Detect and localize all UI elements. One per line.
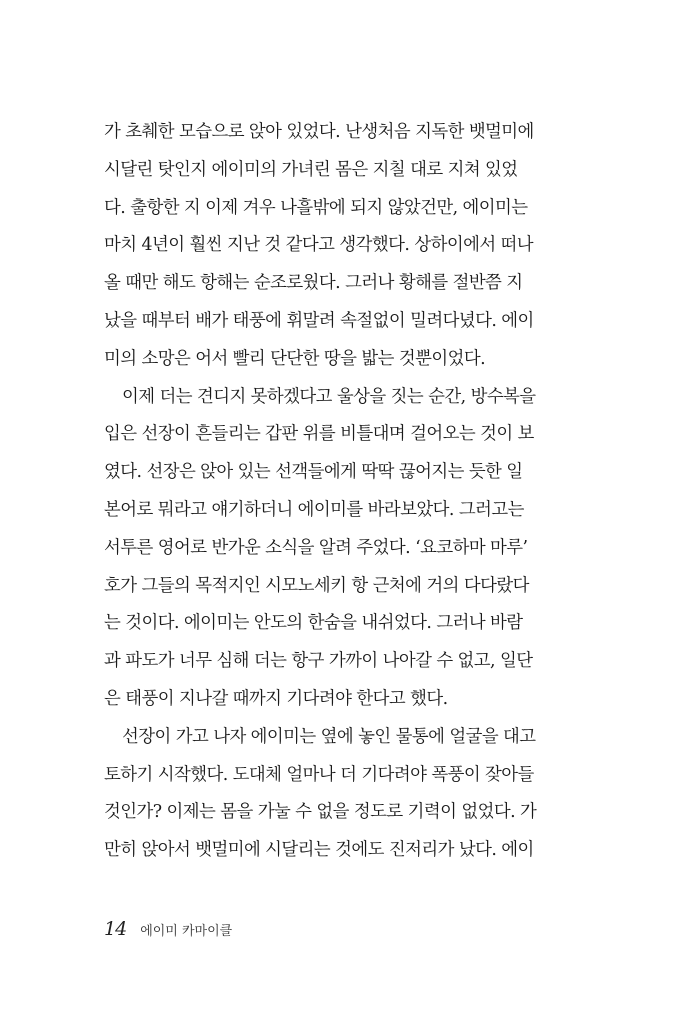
- text-line: 올 때만 해도 항해는 순조로웠다. 그러나 황해를 절반쯤 지: [104, 273, 523, 294]
- text-line: 입은 선장이 흔들리는 갑판 위를 비틀대며 걸어오는 것이 보: [104, 424, 534, 445]
- text-line: 토하기 시작했다. 도대체 얼마나 더 기다려야 폭풍이 잦아들: [104, 764, 534, 785]
- page-number: 14: [104, 918, 127, 940]
- running-title: 에이미 카마이클: [140, 924, 233, 939]
- text-line: 미의 소망은 어서 빨리 단단한 땅을 밟는 것뿐이었다.: [104, 348, 486, 369]
- text-line: 다. 출항한 지 이제 겨우 나흘밖에 되지 않았건만, 에이미는: [104, 197, 528, 218]
- text-line: 과 파도가 너무 심해 더는 항구 가까이 나아갈 수 없고, 일단: [104, 651, 533, 672]
- text-line: 가 초췌한 모습으로 앉아 있었다. 난생처음 지독한 뱃멀미에: [104, 122, 534, 142]
- text-line: 서투른 영어로 반가운 소식을 알려 주었다. ‘요코하마 마루’: [104, 537, 528, 558]
- text-line: 호가 그들의 목적지인 시모노세키 항 근처에 거의 다다랐다: [104, 575, 529, 596]
- text-line: 이제 더는 견디지 못하겠다고 울상을 짓는 순간, 방수복을: [122, 386, 536, 407]
- text-line: 만히 앉아서 뱃멀미에 시달리는 것에도 진저리가 났다. 에이: [104, 840, 534, 861]
- page-footer: [104, 918, 232, 948]
- text-line: 났을 때부터 배가 태풍에 휘말려 속절없이 밀려다녔다. 에이: [104, 310, 534, 331]
- body-text: [104, 114, 594, 870]
- text-line: 였다. 선장은 앉아 있는 선객들에게 딱딱 끊어지는 듯한 일: [104, 462, 523, 483]
- text-line: 은 태풍이 지나갈 때까지 기다려야 한다고 했다.: [104, 688, 448, 709]
- text-line: 마치 4년이 훨씬 지난 것 같다고 생각했다. 상하이에서 떠나: [104, 235, 534, 256]
- text-line: 본어로 뭐라고 얘기하더니 에이미를 바라보았다. 그러고는: [104, 499, 524, 520]
- text-line: 것인가? 이제는 몸을 가눌 수 없을 정도로 기력이 없었다. 가: [104, 802, 537, 823]
- text-line: 는 것이다. 에이미는 안도의 한숨을 내쉬었다. 그러나 바람: [104, 613, 523, 634]
- text-line: 선장이 가고 나자 에이미는 옆에 놓인 물통에 얼굴을 대고: [122, 726, 536, 747]
- text-line: 시달린 탓인지 에이미의 가녀린 몸은 지칠 대로 지쳐 있었: [104, 159, 518, 180]
